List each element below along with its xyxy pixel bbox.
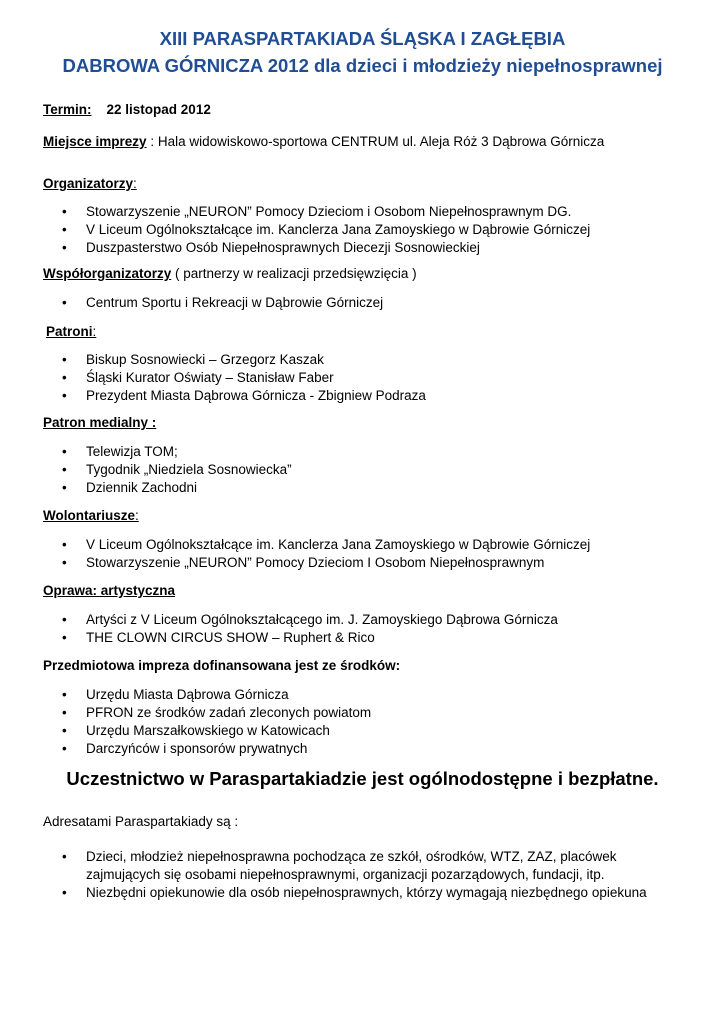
patron-medialny-label: Patron medialny : — [43, 415, 157, 430]
bullet-icon: • — [62, 370, 67, 385]
bullet-icon: • — [62, 222, 67, 237]
wolontariusze-suffix: : — [135, 508, 139, 523]
patroni-heading — [46, 323, 96, 341]
oprawa-label: Oprawa: artystyczna — [43, 583, 176, 598]
bullet-icon: • — [62, 480, 67, 495]
miejsce-label: Miejsce imprezy — [43, 134, 147, 149]
list-item: • Dzieci, młodzież niepełnosprawna pochodząca ze szkół, ośrodków, WTZ, ZAZ, placówek zajmujących się osobami niepełnosprawnymi, organizacji pozarządowych, fundacji, itp. — [62, 849, 617, 882]
bullet-icon: • — [62, 537, 67, 552]
adresaci-heading — [43, 813, 238, 831]
wspolorganizatorzy-label: Współorganizatorzy — [43, 266, 172, 281]
miejsce-value: : Hala widowiskowo-sportowa CENTRUM ul. Aleja Róż 3 Dąbrowa Górnicza — [146, 134, 605, 149]
patron-medialny-heading — [43, 414, 156, 432]
list-item: • Stowarzyszenie „NEURON” Pomocy Dzieciom i Osobom Niepełnosprawnym DG. — [62, 204, 572, 219]
adresaci-list — [62, 848, 686, 902]
list-item: • Urzędu Miasta Dąbrowa Górnicza — [62, 687, 289, 702]
list-item: • V Liceum Ogólnokształcące im. Kanclerza Jana Zamoyskiego w Dąbrowie Górniczej — [62, 222, 591, 237]
termin-line — [43, 101, 211, 119]
list-item: • Niezbędni opiekunowie dla osób niepełnosprawnych, którzy wymagają niezbędnego opiekuna — [62, 885, 647, 900]
oprawa-list — [62, 611, 558, 647]
bullet-icon: • — [62, 388, 67, 403]
bullet-icon: • — [62, 612, 67, 627]
bullet-icon: • — [62, 849, 67, 864]
bullet-icon: • — [62, 741, 67, 756]
patroni-list — [62, 351, 426, 405]
list-item: • PFRON ze środków zadań zleconych powiatom — [62, 705, 372, 720]
uczestnictwo-statement: Uczestnictwo w Paraspartakiadzie jest ogólnodostępne i bezpłatne. — [66, 768, 659, 789]
list-item: • Śląski Kurator Oświaty – Stanisław Faber — [62, 370, 334, 385]
bullet-icon: • — [62, 630, 67, 645]
bullet-icon: • — [62, 885, 67, 900]
organizatorzy-label: Organizatorzy — [43, 176, 134, 191]
dofinansowanie-list — [62, 686, 371, 758]
wspolorganizatorzy-suffix: ( partnerzy w realizacji przedsięwzięcia ) — [171, 266, 417, 281]
bullet-icon: • — [62, 352, 67, 367]
wolontariusze-list — [62, 536, 590, 572]
dofinansowanie-heading — [43, 657, 400, 675]
wspolorganizatorzy-heading — [43, 265, 417, 283]
patron-medialny-list — [62, 443, 292, 497]
wolontariusze-heading — [43, 507, 139, 525]
document-title-line2: DABROWA GÓRNICZA 2012 dla dzieci i młodzieży niepełnosprawnej — [62, 55, 663, 76]
list-item: • THE CLOWN CIRCUS SHOW – Ruphert & Rico — [62, 630, 375, 645]
wolontariusze-label: Wolontariusze — [43, 508, 136, 523]
termin-value: 22 listopad 2012 — [106, 102, 211, 117]
patroni-suffix: : — [92, 324, 97, 339]
list-item: • Telewizja TOM; — [62, 444, 178, 459]
adresaci-label: Adresatami Paraspartakiady są : — [43, 814, 239, 829]
list-item: • V Liceum Ogólnokształcące im. Kanclerza Jana Zamoyskiego w Dąbrowie Górniczej — [62, 537, 591, 552]
bullet-icon: • — [62, 687, 67, 702]
list-item: • Stowarzyszenie „NEURON” Pomocy Dzieciom I Osobom Niepełnosprawnym — [62, 555, 545, 570]
list-item: • Dziennik Zachodni — [62, 480, 198, 495]
oprawa-heading — [43, 582, 175, 600]
miejsce-line — [43, 133, 604, 151]
bullet-icon: • — [62, 444, 67, 459]
list-item: • Tygodnik „Niedziela Sosnowiecka” — [62, 462, 292, 477]
organizatorzy-suffix: : — [133, 176, 137, 191]
bullet-icon: • — [62, 295, 67, 310]
list-item: • Biskup Sosnowiecki – Grzegorz Kaszak — [62, 352, 324, 367]
termin-label: Termin: — [43, 102, 92, 117]
wspolorganizatorzy-list — [62, 294, 383, 312]
list-item: • Artyści z V Liceum Ogólnokształcącego im. J. Zamoyskiego Dąbrowa Górnicza — [62, 612, 558, 627]
list-item: • Darczyńców i sponsorów prywatnych — [62, 741, 308, 756]
bullet-icon: • — [62, 204, 67, 219]
organizatorzy-list — [62, 203, 590, 257]
document-title-line1: XIII PARASPARTAKIADA ŚLĄSKA I ZAGŁĘBIA — [159, 28, 566, 49]
list-item: • Prezydent Miasta Dąbrowa Górnicza - Zbigniew Podraza — [62, 388, 426, 403]
bullet-icon: • — [62, 240, 67, 255]
dofinansowanie-label: Przedmiotowa impreza dofinansowana jest ze środków: — [43, 658, 401, 673]
list-item: • Duszpasterstwo Osób Niepełnosprawnych Diecezji Sosnowieckiej — [62, 240, 480, 255]
organizatorzy-heading — [43, 175, 137, 193]
bullet-icon: • — [62, 705, 67, 720]
bullet-icon: • — [62, 555, 67, 570]
patroni-label: Patroni — [46, 324, 93, 339]
list-item: • Centrum Sportu i Rekreacji w Dąbrowie Górniczej — [62, 295, 384, 310]
bullet-icon: • — [62, 723, 67, 738]
list-item: • Urzędu Marszałkowskiego w Katowicach — [62, 723, 330, 738]
bullet-icon: • — [62, 462, 67, 477]
